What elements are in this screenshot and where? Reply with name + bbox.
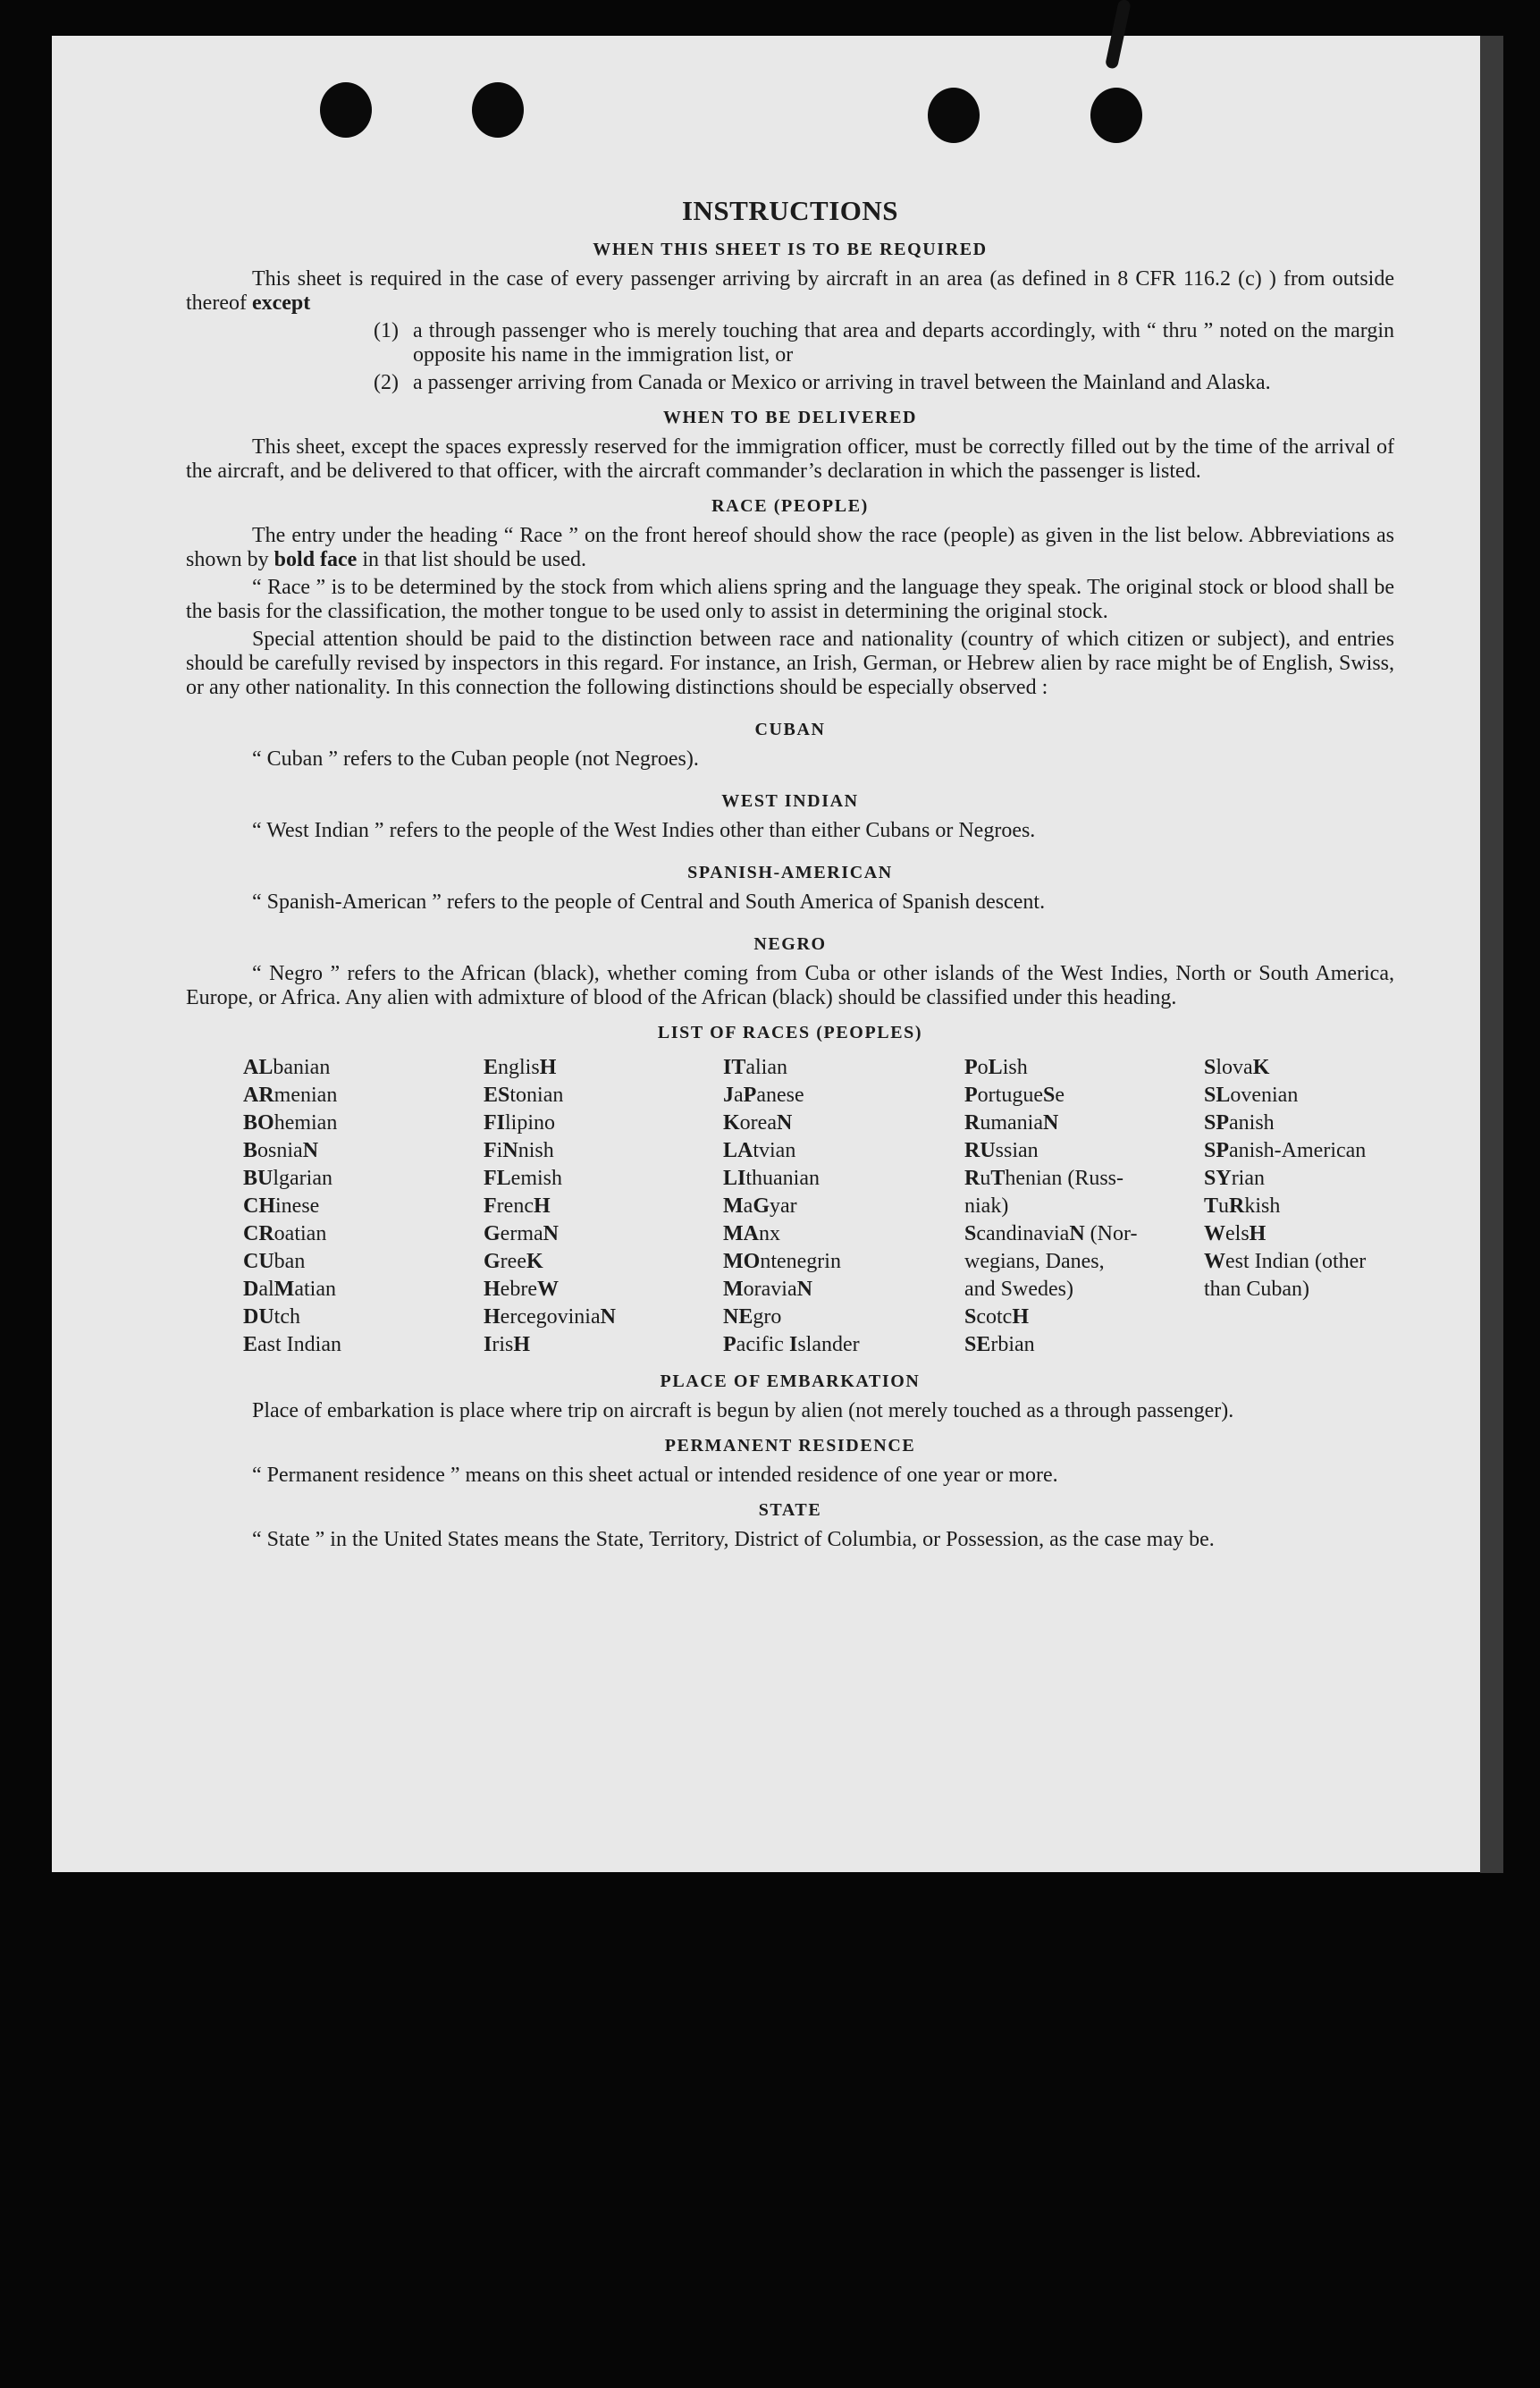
- race-entry: MaGyar: [723, 1194, 797, 1218]
- race-entry: FLemish: [484, 1167, 562, 1190]
- race-entry: ARmenian: [243, 1084, 338, 1107]
- page-title: INSTRUCTIONS: [681, 195, 898, 226]
- race-column: [243, 1054, 484, 1359]
- race-entry: SYrian: [1204, 1167, 1265, 1190]
- race-entry: RUssian: [964, 1139, 1039, 1162]
- paragraph: “ West Indian ” refers to the people of the West Indies other than either Cubans or Negroes.: [252, 819, 1036, 842]
- race-entry: HebreW: [484, 1278, 559, 1301]
- race-column: [723, 1054, 964, 1359]
- race-entry: EStonian: [484, 1084, 564, 1107]
- race-entry: BosniaN: [243, 1139, 319, 1162]
- race-entry: TuRkish: [1204, 1194, 1281, 1218]
- race-entry: CUban: [243, 1250, 306, 1273]
- page-edge-shadow: [1480, 36, 1503, 1873]
- section-heading: STATE: [758, 1500, 822, 1520]
- section-heading: RACE (PEOPLE): [711, 496, 869, 516]
- race-entry: SPanish-American: [1204, 1139, 1367, 1162]
- race-entry: BUlgarian: [243, 1167, 332, 1190]
- race-column: [484, 1054, 723, 1359]
- race-entry: MoraviaN: [723, 1278, 812, 1301]
- race-entry: SlovaK: [1204, 1056, 1270, 1079]
- race-entry: FIlipino: [484, 1111, 556, 1135]
- document-page: [52, 36, 1480, 1872]
- section-heading: CUBAN: [754, 720, 826, 739]
- race-entry: ScandinaviaN (Nor- wegians, Danes, and Swedes): [964, 1222, 1138, 1301]
- paragraph: Special attention should be paid to the distinction between race and nationality (country of which citizen or subject), and entries should be carefully revised by inspectors in this regard. For instance, an Irish, German, or Hebrew alien by race might be of English, Swiss, or any other nationality. In this connection the following distinctions should be especially observed :: [186, 628, 1394, 699]
- section-heading: NEGRO: [753, 934, 827, 954]
- paragraph: “ State ” in the United States means the State, Territory, District of Columbia, or Possession, as the case may be.: [252, 1528, 1215, 1551]
- punch-hole: [928, 88, 980, 143]
- paragraph: This sheet, except the spaces expressly reserved for the immigration officer, must be correctly filled out by the time of the arrival of the aircraft, and be delivered to that officer, with the aircraft commander’s declaration in which the passenger is listed.: [186, 435, 1394, 483]
- race-entry: ScotcH: [964, 1305, 1030, 1329]
- race-entry: WelsH: [1204, 1222, 1267, 1245]
- race-entry: NEgro: [723, 1305, 782, 1329]
- section-heading: SPANISH-AMERICAN: [687, 863, 893, 882]
- race-entry: HercegoviniaN: [484, 1305, 616, 1329]
- race-entry: FiNnish: [484, 1139, 554, 1162]
- race-entry: CHinese: [243, 1194, 320, 1218]
- list-item: (2) a passenger arriving from Canada or Mexico or arriving in travel between the Mainland and Alaska.: [374, 371, 1271, 394]
- race-entry: FrencH: [484, 1194, 551, 1218]
- race-entry: JaPanese: [723, 1084, 804, 1107]
- punch-hole: [472, 82, 524, 138]
- race-list: [243, 1054, 1394, 1359]
- race-entry: MOntenegrin: [723, 1250, 841, 1273]
- paragraph: The entry under the heading “ Race ” on the front hereof should show the race (people) as given in the list below. Abbreviations as shown by bold face in that list should be used.: [186, 524, 1394, 571]
- race-entry: DUtch: [243, 1305, 300, 1329]
- paragraph: Place of embarkation is place where trip on aircraft is begun by alien (not merely touched as a through passenger).: [252, 1399, 1234, 1422]
- section-heading: WHEN TO BE DELIVERED: [662, 408, 918, 427]
- race-entry: DalMatian: [243, 1278, 336, 1301]
- section-heading: LIST OF RACES (PEOPLES): [657, 1023, 923, 1042]
- race-entry: GermaN: [484, 1222, 559, 1245]
- race-entry: PoLish: [964, 1056, 1028, 1079]
- race-entry: ITalian: [723, 1056, 787, 1079]
- race-entry: SPanish: [1204, 1111, 1275, 1135]
- paragraph: “ Cuban ” refers to the Cuban people (not Negroes).: [252, 747, 699, 771]
- race-entry: RumaniaN: [964, 1111, 1059, 1135]
- race-entry: BOhemian: [243, 1111, 338, 1135]
- paragraph: “ Spanish-American ” refers to the people of Central and South America of Spanish descent.: [252, 890, 1046, 914]
- section-heading: PLACE OF EMBARKATION: [660, 1371, 921, 1391]
- instructions-content: [186, 159, 1394, 1556]
- race-entry: Pacific Islander: [723, 1333, 860, 1356]
- race-entry: West Indian (other than Cuban): [1204, 1250, 1367, 1301]
- race-entry: LAtvian: [723, 1139, 796, 1162]
- race-entry: EnglisH: [484, 1056, 557, 1079]
- punch-hole: [1090, 88, 1142, 143]
- race-entry: MAnx: [723, 1222, 780, 1245]
- race-entry: LIthuanian: [723, 1167, 820, 1190]
- race-entry: PortugueSe: [964, 1084, 1065, 1107]
- race-entry: RuThenian (Russ- niak): [964, 1167, 1124, 1218]
- punch-hole: [320, 82, 372, 138]
- paragraph: “ Race ” is to be determined by the stock from which aliens spring and the language they speak. The original stock or blood shall be the basis for the classification, the mother tongue to be used only to assist in determining the original stock.: [186, 576, 1394, 623]
- section-heading: WHEN THIS SHEET IS TO BE REQUIRED: [593, 240, 988, 259]
- race-entry: IrisH: [484, 1333, 531, 1356]
- paragraph: “ Permanent residence ” means on this sheet actual or intended residence of one year or more.: [252, 1464, 1058, 1487]
- paragraph: “ Negro ” refers to the African (black), whether coming from Cuba or other islands of the West Indies, North or South America, Europe, or Africa. Any alien with admixture of blood of the African (black) should be classified under this heading.: [186, 962, 1394, 1009]
- list-item: (1) a through passenger who is merely touching that area and departs accordingly, with “ thru ” noted on the margin opposite his name in the immigration list, or: [374, 319, 1394, 367]
- race-entry: KoreaN: [723, 1111, 793, 1135]
- section-heading: PERMANENT RESIDENCE: [664, 1436, 916, 1456]
- race-entry: SLovenian: [1204, 1084, 1299, 1107]
- section-heading: WEST INDIAN: [721, 791, 859, 811]
- race-entry: East Indian: [243, 1333, 341, 1356]
- race-entry: SErbian: [964, 1333, 1035, 1356]
- paragraph: This sheet is required in the case of every passenger arriving by aircraft in an area (as defined in 8 CFR 116.2 (c) ) from outside thereof except: [186, 267, 1394, 315]
- race-entry: GreeK: [484, 1250, 543, 1273]
- race-column: [964, 1054, 1204, 1359]
- race-column: [1204, 1054, 1452, 1359]
- race-entry: CRoatian: [243, 1222, 327, 1245]
- race-entry: ALbanian: [243, 1056, 331, 1079]
